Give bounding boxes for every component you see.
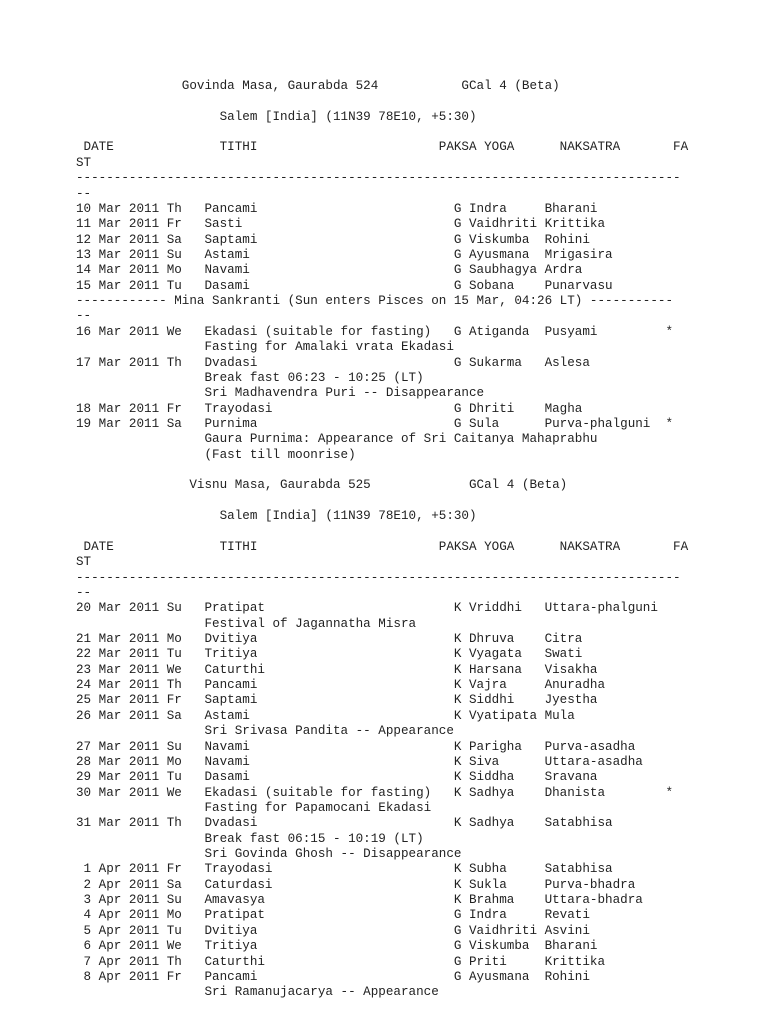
text-line: 26 Mar 2011 Sa Astami K Vyatipata Mula bbox=[76, 708, 575, 723]
text-line: 18 Mar 2011 Fr Trayodasi G Dhriti Magha bbox=[76, 401, 583, 416]
text-line: 31 Mar 2011 Th Dvadasi K Sadhya Satabhisa bbox=[76, 816, 613, 831]
text-line: 15 Mar 2011 Tu Dasami G Sobana Punarvasu bbox=[76, 278, 613, 293]
text-line: Festival of Jagannatha Misra bbox=[76, 616, 417, 631]
text-line: Gaura Purnima: Appearance of Sri Caitanya Mahaprabhu bbox=[76, 432, 598, 447]
text-line: Sri Ramanujacarya -- Appearance bbox=[76, 985, 439, 1000]
text-line: 24 Mar 2011 Th Pancami K Vajra Anuradha bbox=[76, 678, 606, 692]
text-line: 2 Apr 2011 Sa Caturdasi K Sukla Purva-bhadra bbox=[76, 877, 636, 892]
text-line: DATE TITHI PAKSA YOGA NAKSATRA FA bbox=[76, 140, 689, 155]
text-line: Fasting for Amalaki vrata Ekadasi bbox=[76, 340, 454, 355]
text-line: 13 Mar 2011 Su Astami G Ayusmana Mrigasira bbox=[76, 248, 613, 262]
text-line: 11 Mar 2011 Fr Sasti G Vaidhriti Krittika bbox=[76, 217, 606, 232]
text-line: (Fast till moonrise) bbox=[76, 447, 356, 462]
text-line: -- bbox=[76, 186, 92, 201]
text-line: 23 Mar 2011 We Caturthi K Harsana Visakha bbox=[76, 662, 598, 677]
text-line: 8 Apr 2011 Fr Pancami G Ayusmana Rohini bbox=[76, 969, 590, 984]
text-line: -------------------------------------------------------------------------------- bbox=[76, 570, 681, 585]
text-line: 4 Apr 2011 Mo Pratipat G Indra Revati bbox=[76, 908, 590, 923]
text-line: 28 Mar 2011 Mo Navami K Siva Uttara-asadha bbox=[76, 754, 643, 769]
text-line: 19 Mar 2011 Sa Purnima G Sula Purva-phalguni * bbox=[76, 416, 674, 431]
text-line: 16 Mar 2011 We Ekadasi (suitable for fasting) G Atiganda Pusyami * bbox=[76, 324, 674, 339]
text-line: Sri Srivasa Pandita -- Appearance bbox=[76, 724, 454, 739]
text-line: Visnu Masa, Gaurabda 525 GCal 4 (Beta) bbox=[76, 478, 568, 493]
text-line: 12 Mar 2011 Sa Saptami G Viskumba Rohini bbox=[76, 232, 590, 247]
text-line: -------------------------------------------------------------------------------- bbox=[76, 171, 681, 186]
text-line: 3 Apr 2011 Su Amavasya K Brahma Uttara-bhadra bbox=[76, 893, 643, 908]
text-line: ------------ Mina Sankranti (Sun enters Pisces on 15 Mar, 04:26 LT) ----------- bbox=[76, 294, 674, 308]
text-line: 14 Mar 2011 Mo Navami G Saubhagya Ardra bbox=[76, 263, 583, 278]
text-line: 17 Mar 2011 Th Dvadasi G Sukarma Aslesa bbox=[76, 355, 590, 370]
text-line: 22 Mar 2011 Tu Tritiya K Vyagata Swati bbox=[76, 647, 583, 662]
text-line: Break fast 06:15 - 10:19 (LT) bbox=[76, 831, 424, 846]
text-line: 7 Apr 2011 Th Caturthi G Priti Krittika bbox=[76, 954, 606, 969]
text-line: 20 Mar 2011 Su Pratipat K Vriddhi Uttara-phalguni bbox=[76, 601, 658, 616]
text-line: 21 Mar 2011 Mo Dvitiya K Dhruva Citra bbox=[76, 632, 583, 646]
text-line: -- bbox=[76, 585, 92, 600]
text-line: -- bbox=[76, 309, 92, 324]
text-line: Govinda Masa, Gaurabda 524 GCal 4 (Beta) bbox=[76, 79, 560, 93]
text-line: 25 Mar 2011 Fr Saptami K Siddhi Jyestha bbox=[76, 693, 598, 708]
text-line: Salem [India] (11N39 78E10, +5:30) bbox=[76, 509, 477, 524]
text-line: Break fast 06:23 - 10:25 (LT) bbox=[76, 370, 424, 385]
text-line: 5 Apr 2011 Tu Dvitiya G Vaidhriti Asvini bbox=[76, 923, 590, 938]
text-line: DATE TITHI PAKSA YOGA NAKSATRA FA bbox=[76, 539, 689, 554]
text-line: Sri Govinda Ghosh -- Disappearance bbox=[76, 847, 462, 861]
text-line: 29 Mar 2011 Tu Dasami K Siddha Sravana bbox=[76, 770, 598, 785]
text-line: ST bbox=[76, 555, 92, 570]
text-line: 30 Mar 2011 We Ekadasi (suitable for fasting) K Sadhya Dhanista * bbox=[76, 785, 674, 800]
text-line: Sri Madhavendra Puri -- Disappearance bbox=[76, 386, 485, 401]
text-line: ST bbox=[76, 155, 92, 170]
text-line: 27 Mar 2011 Su Navami K Parigha Purva-asadha bbox=[76, 739, 636, 754]
text-line: 1 Apr 2011 Fr Trayodasi K Subha Satabhisa bbox=[76, 862, 613, 877]
text-line: 6 Apr 2011 We Tritiya G Viskumba Bharani bbox=[76, 939, 598, 954]
text-line: Fasting for Papamocani Ekadasi bbox=[76, 800, 432, 815]
text-line: 10 Mar 2011 Th Pancami G Indra Bharani bbox=[76, 201, 598, 216]
text-line: Salem [India] (11N39 78E10, +5:30) bbox=[76, 109, 477, 124]
